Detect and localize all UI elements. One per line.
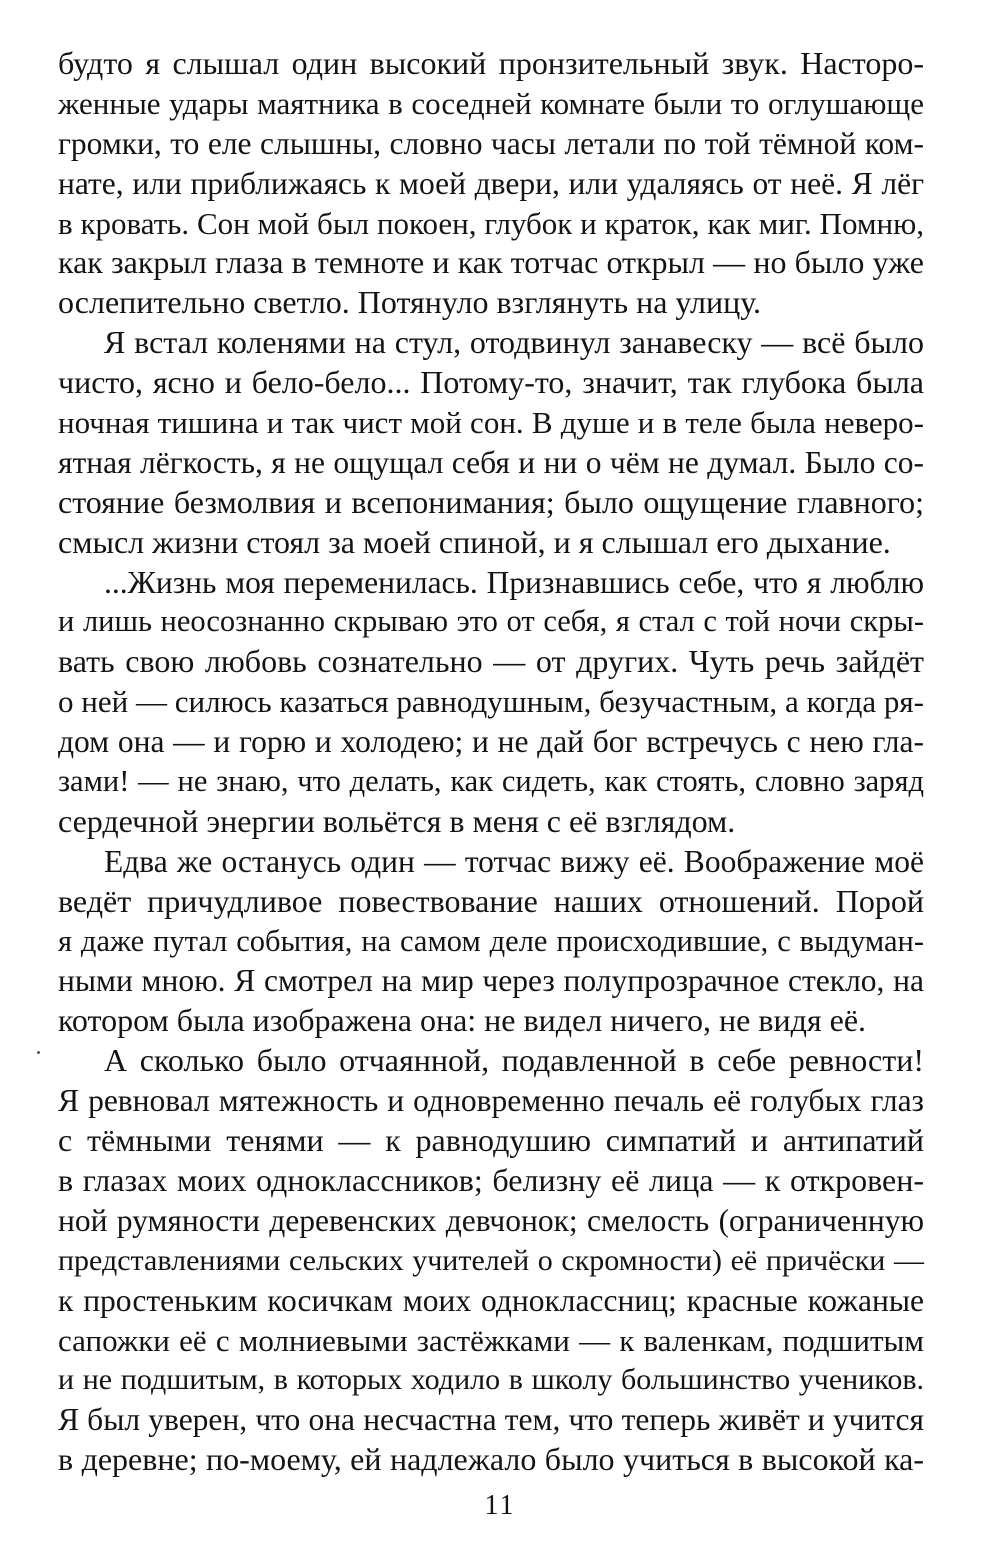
text-line: и не подшитым, в которых ходило в школу большинство учеников.	[58, 1363, 924, 1397]
text-line: вать свою любовь сознательно — от других. Чуть речь зайдёт	[58, 643, 924, 680]
paragraph	[58, 563, 924, 842]
paragraph	[58, 1041, 924, 1480]
text-line: о ней — силюсь казаться равнодушным, безучастным, а когда ря-	[58, 684, 924, 720]
text-line: и лишь неосознанно скрываю это от себя, я стал с той ночи скры-	[58, 604, 924, 639]
book-page-text	[58, 44, 924, 1480]
text-line: Я встал коленями на стул, отодвинул занавеску — всё было	[104, 324, 924, 361]
text-line: Едва же останусь один — тотчас вижу её. Воображение моё	[104, 843, 924, 879]
text-line: в кровать. Сон мой был покоен, глубок и краток, как миг. Помню,	[58, 205, 924, 241]
text-line: смысл жизни стоял за моей спиной, и я слышал его дыхание.	[58, 523, 891, 560]
text-line: ночная тишина и так чист мой сон. В душе и в теле была неверо-	[58, 405, 924, 441]
text-line: ными мною. Я смотрел на мир через полупрозрачное стекло, на	[58, 963, 924, 999]
text-line: ведёт причудливое повествование наших отношений. Порой	[58, 882, 924, 919]
text-line: женные удары маятника в соседней комнате были то оглушающе	[58, 85, 924, 121]
text-line: сердечной энергии вольётся в меня с её взглядом.	[58, 802, 736, 839]
text-line: Я был уверен, что она несчастна тем, что теперь живёт и учится	[58, 1402, 924, 1438]
text-line: к простеньким косичкам моих одноклассниц; красные кожаные	[58, 1282, 924, 1318]
text-line: стояние безмолвия и всепонимания; было ощущение главного;	[58, 483, 924, 520]
page-number: 11	[484, 1490, 516, 1521]
margin-speck	[37, 1051, 40, 1054]
text-line: ятная лёгкость, я не ощущал себя и ни о чём не думал. Было со-	[58, 444, 924, 480]
paragraph	[58, 44, 924, 323]
text-line: как закрыл глаза в темноте и как тотчас открыл — но было уже	[58, 244, 924, 281]
text-line: представлениями сельских учителей о скромности) её причёски —	[58, 1243, 924, 1277]
text-line: ...Жизнь моя переменилась. Признавшись себе, что я люблю	[104, 564, 924, 600]
text-line: сапожки её с молниевыми застёжками — к валенкам, подшитым	[58, 1322, 924, 1358]
text-line: будто я слышал один высокий пронзительный звук. Насторо-	[58, 45, 924, 81]
text-line: чисто, ясно и бело-бело... Потому-то, значит, так глубока была	[58, 364, 924, 401]
text-line: я даже путал события, на самом деле происходившие, с выдуман-	[58, 923, 924, 958]
text-line: ослепительно светло. Потянуло взглянуть на улицу.	[58, 284, 762, 321]
text-line: ной румяности деревенских девчонок; смелость (ограниченную	[58, 1202, 924, 1238]
text-line: дом она — и горю и холодею; и не дай бог встречусь с нею гла-	[58, 724, 924, 760]
paragraph	[58, 842, 924, 1041]
paragraph	[58, 323, 924, 562]
text-line: громки, то еле слышны, словно часы летали по той тёмной ком-	[58, 125, 924, 161]
text-line: А сколько было отчаянной, подавленной в себе ревности!	[104, 1042, 924, 1079]
text-line: котором была изображена она: не видел ничего, не видя её.	[58, 1002, 867, 1039]
text-line: в глазах моих одноклассников; белизну её лица — к откровен-	[58, 1161, 924, 1198]
text-line: зами! — не знаю, что делать, как сидеть, как стоять, словно заряд	[58, 764, 924, 799]
text-line: нате, или приближаясь к моей двери, или удаляясь от неё. Я лёг	[58, 165, 924, 201]
text-line: с тёмными тенями — к равнодушию симпатий и антипатий	[58, 1122, 924, 1159]
text-line: в деревне; по-моему, ей надлежало было учиться в высокой ка-	[58, 1441, 924, 1478]
text-line: Я ревновал мятежность и одновременно печаль её голубых глаз	[58, 1083, 924, 1119]
